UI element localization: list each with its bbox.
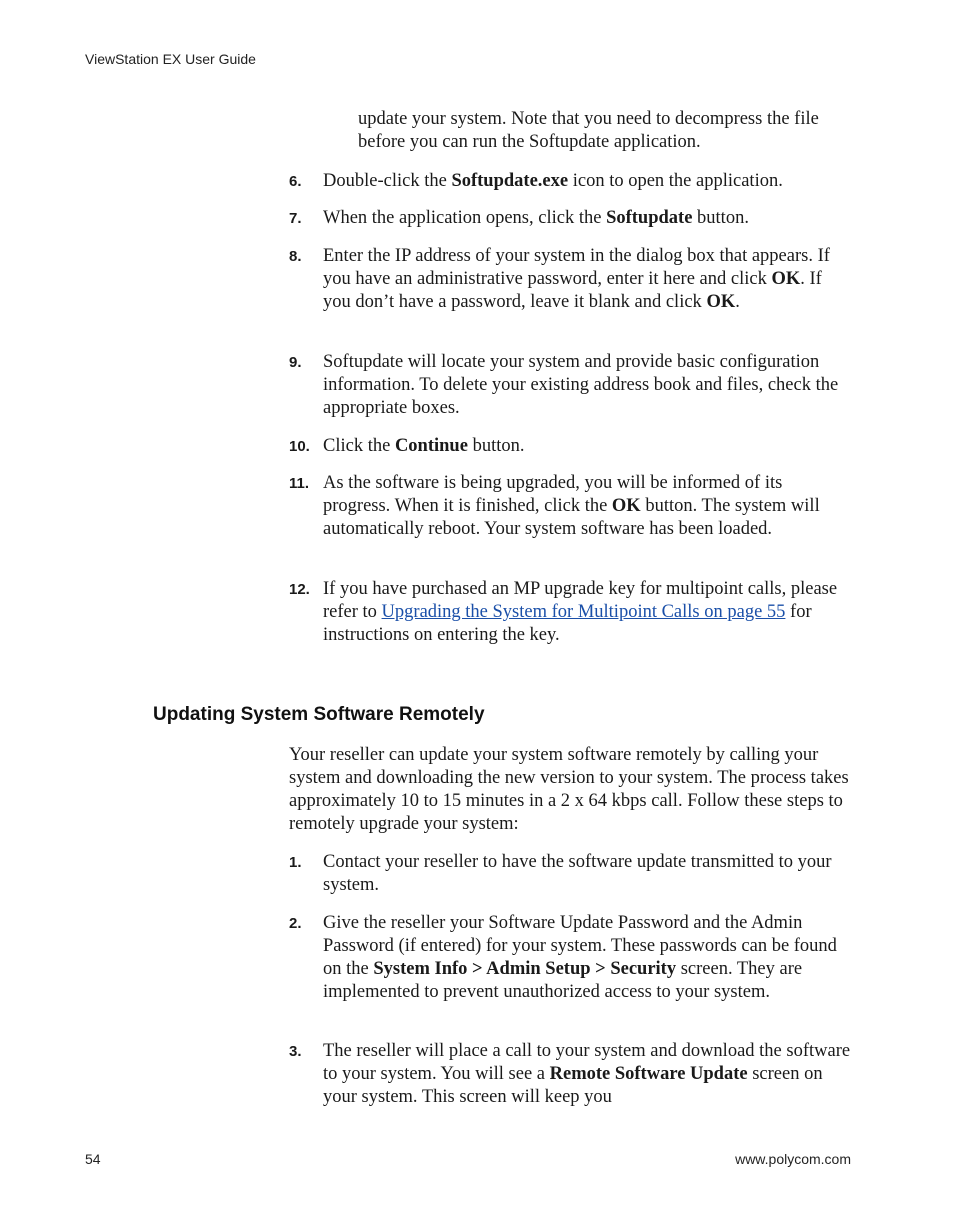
step-text: When the application opens, click the Softupdate button.	[323, 208, 749, 228]
ui-term: System Info > Admin Setup > Security	[373, 959, 677, 979]
remote-step-3	[289, 1040, 853, 1109]
ui-term: Softupdate	[606, 208, 693, 228]
running-header: ViewStation EX User Guide	[85, 51, 256, 67]
step-12	[289, 578, 853, 647]
step-number: 1.	[289, 854, 302, 871]
step-8	[289, 245, 853, 314]
step-text: Softupdate will locate your system and provide basic configuration information. To delete your existing address book and files, check the appropriate boxes.	[323, 352, 839, 418]
section-intro: Your reseller can update your system software remotely by calling your system and downloading the new version to your system. The process takes approximately 10 to 15 minutes in a 2 x 64 kbps call. Follow these steps to remotely upgrade your system:	[289, 745, 849, 834]
remote-step-1	[289, 851, 853, 897]
ui-term: Continue	[394, 436, 468, 456]
step-number: 7.	[289, 210, 302, 227]
step-number: 9.	[289, 354, 302, 371]
step-number: 8.	[289, 248, 302, 265]
step-number: 6.	[289, 173, 302, 190]
ui-term: OK	[771, 269, 801, 289]
page-number: 54	[85, 1151, 101, 1167]
step-text: Double-click the Softupdate.exe icon to open the application.	[323, 171, 783, 191]
remote-step-2	[289, 912, 853, 1004]
step-number: 2.	[289, 915, 302, 932]
step-10	[289, 435, 853, 458]
step-9	[289, 351, 853, 420]
step-11	[289, 472, 853, 541]
continuation-paragraph: update your system. Note that you need to decompress the file before you can run the Softupdate application.	[358, 109, 819, 152]
step-text: Click the Continue button.	[323, 436, 525, 456]
step-number: 11.	[289, 475, 310, 492]
step-text: Give the reseller your Software Update Password and the Admin Password (if entered) for your system. These passwords can be found on the System Info > Admin Setup > Security screen. They are implemented to prevent unauthorized access to your system.	[323, 913, 837, 1002]
ui-term: OK	[706, 292, 736, 312]
step-number: 10.	[289, 438, 310, 455]
step-text: If you have purchased an MP upgrade key for multipoint calls, please refer to Upgrading the System for Multipoint Calls on page 55 for instructions on entering the key.	[323, 579, 838, 645]
section-heading: Updating System Software Remotely	[153, 704, 485, 725]
step-text: Contact your reseller to have the software update transmitted to your system.	[323, 852, 832, 895]
footer-website: www.polycom.com	[735, 1151, 851, 1167]
ui-term: Softupdate.exe	[451, 171, 569, 191]
step-number: 12.	[289, 581, 310, 598]
ui-term: Remote Software Update	[549, 1064, 748, 1084]
step-7	[289, 207, 853, 230]
cross-reference-link[interactable]: Upgrading the System for Multipoint Calls on page 55	[381, 602, 786, 622]
step-text: The reseller will place a call to your system and download the software to your system. You will see a Remote Software Update screen on your system. This screen will keep you	[323, 1041, 851, 1107]
step-6	[289, 170, 853, 193]
step-text: Enter the IP address of your system in the dialog box that appears. If you have an administrative password, enter it here and click OK. If you don’t have a password, leave it blank and click OK.	[323, 246, 830, 312]
step-number: 3.	[289, 1043, 302, 1060]
ui-term: OK	[611, 496, 641, 516]
step-text: As the software is being upgraded, you will be informed of its progress. When it is finished, click the OK button. The system will automatically reboot. Your system software has been loaded.	[323, 473, 820, 539]
